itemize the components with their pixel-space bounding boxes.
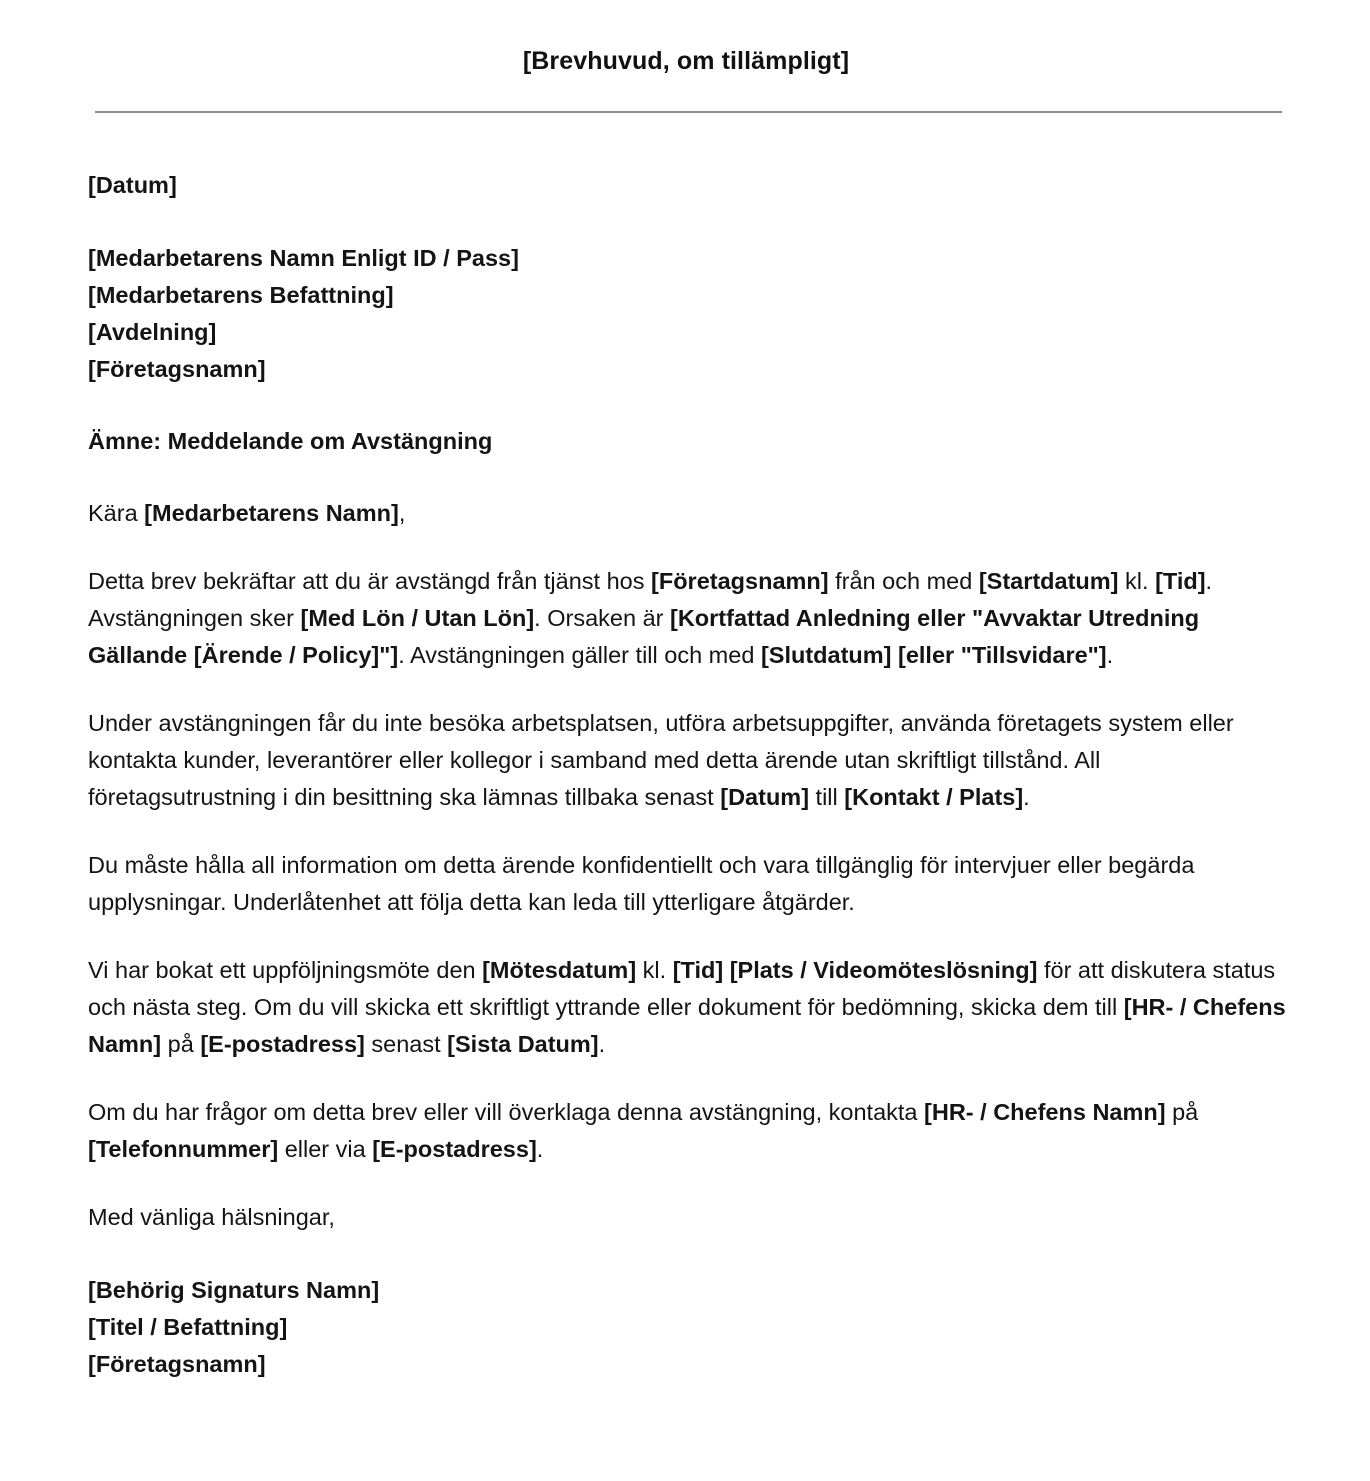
text-run: . Avstängningen sker xyxy=(88,568,1213,631)
paragraph-confidentiality xyxy=(88,847,1291,921)
placeholder-token: [Tid] xyxy=(1155,568,1206,594)
closing-line: Med vänliga hälsningar, xyxy=(88,1204,335,1230)
recipient-block xyxy=(88,240,1291,388)
greeting-prefix: Kära xyxy=(88,500,145,526)
placeholder-token: [Kontakt / Plats] xyxy=(844,784,1024,810)
signature-line: [Företagsnamn] xyxy=(88,1351,266,1377)
recipient-line: [Avdelning] xyxy=(88,319,217,345)
text-run: Vi har bokat ett uppföljningsmöte den xyxy=(88,957,483,983)
placeholder-token: [HR- / Chefens Namn] xyxy=(88,994,1286,1057)
placeholder-token: [Med Lön / Utan Lön] xyxy=(300,605,535,631)
text-run: Under avstängningen får du inte besöka arbetsplatsen, utföra arbetsuppgifter, använda företagets system eller kontakta kunder, leverantörer eller kollegor i samband med detta ärende utan skriftligt tillstånd. All företagsutrustning i din besittning ska lämnas tillbaka senast xyxy=(88,710,1234,810)
placeholder-token: [Datum] xyxy=(720,784,810,810)
text-run: Om du har frågor om detta brev eller vill överklaga denna avstängning, kontakta xyxy=(88,1099,925,1125)
recipient-line: [Företagsnamn] xyxy=(88,356,266,382)
text-run: . Orsaken är xyxy=(534,605,670,631)
paragraph-follow-up-meeting xyxy=(88,952,1291,1063)
signature-line: [Behörig Signaturs Namn] xyxy=(88,1277,380,1303)
placeholder-token: [Kortfattad Anledning eller "Avvaktar Utredning Gällande [Ärende / Policy]"] xyxy=(88,605,1200,668)
placeholder-token: [Sista Datum] xyxy=(447,1031,599,1057)
text-run: Detta brev bekräftar att du är avstängd från tjänst hos xyxy=(88,568,652,594)
letter-body xyxy=(88,167,1291,1383)
text-run: kl. xyxy=(636,957,673,983)
text-run: . xyxy=(536,1136,544,1162)
placeholder-token: [Tid] [Plats / Videomöteslösning] xyxy=(672,957,1038,983)
placeholder-token: [Mötesdatum] xyxy=(482,957,637,983)
subject-line: Ämne: Meddelande om Avstängning xyxy=(88,428,493,454)
date-line: [Datum] xyxy=(88,172,177,198)
letterhead-title: [Brevhuvud, om tillämpligt] xyxy=(522,47,850,75)
text-run: på xyxy=(1165,1099,1199,1125)
paragraph-list xyxy=(88,563,1291,1168)
paragraph-questions-and-appeal xyxy=(88,1094,1291,1168)
paragraph-suspension-confirmation xyxy=(88,563,1291,674)
text-run: från och med xyxy=(828,568,979,594)
greeting-suffix: , xyxy=(398,500,406,526)
text-run: senast xyxy=(364,1031,448,1057)
text-run: på xyxy=(161,1031,201,1057)
text-run: . xyxy=(598,1031,606,1057)
placeholder-token: [E-postadress] xyxy=(372,1136,537,1162)
text-run: eller via xyxy=(278,1136,373,1162)
placeholder-token: [E-postadress] xyxy=(200,1031,365,1057)
greeting-line xyxy=(88,495,1291,532)
paragraph-restrictions xyxy=(88,705,1291,816)
placeholder-token: [Startdatum] xyxy=(978,568,1119,594)
recipient-line: [Medarbetarens Namn Enligt ID / Pass] xyxy=(88,245,519,271)
text-run: till xyxy=(809,784,845,810)
text-run: . Avstängningen gäller till och med xyxy=(398,642,761,668)
greeting-placeholder: [Medarbetarens Namn] xyxy=(144,500,399,526)
text-run: kl. xyxy=(1118,568,1156,594)
recipient-line: [Medarbetarens Befattning] xyxy=(88,282,394,308)
placeholder-token: [Telefonnummer] xyxy=(88,1136,279,1162)
placeholder-token: [Företagsnamn] xyxy=(651,568,829,594)
text-run: för att diskutera status och nästa steg. Om du vill skicka ett skriftligt yttrande eller dokument för bedömning, skicka dem till xyxy=(88,957,1276,1020)
text-run: Du måste hålla all information om detta ärende konfidentiellt och vara tillgänglig för intervjuer eller begärda upplysningar. Underlåtenhet att följa detta kan leda till ytterligare åtgärder. xyxy=(88,852,1195,915)
text-run: . xyxy=(1106,642,1114,668)
placeholder-token: [Slutdatum] [eller "Tillsvidare"] xyxy=(760,642,1107,668)
header-divider xyxy=(95,111,1282,113)
signature-block xyxy=(88,1272,1291,1383)
placeholder-token: [HR- / Chefens Namn] xyxy=(924,1099,1166,1125)
signature-line: [Titel / Befattning] xyxy=(88,1314,288,1340)
text-run: . xyxy=(1023,784,1030,810)
